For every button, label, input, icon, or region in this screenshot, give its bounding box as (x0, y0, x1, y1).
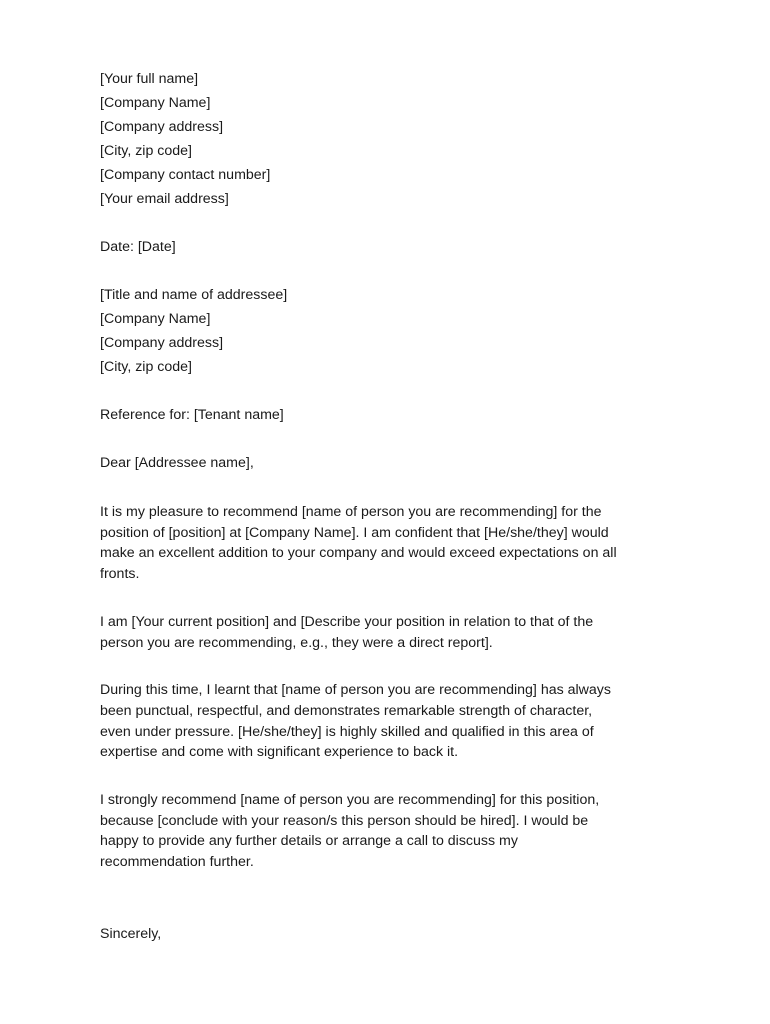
paragraph-line: position of [position] at [Company Name]. I am confident that [He/she/they] would (100, 524, 609, 541)
reference-line: Reference for: [Tenant name] (100, 407, 284, 423)
spacer (100, 475, 680, 502)
paragraph-position (100, 612, 670, 653)
paragraph-line: During this time, I learnt that [name of person you are recommending] has always (100, 682, 611, 699)
sender-full-name: [Your full name] (100, 71, 199, 87)
paragraph-line: I am [Your current position] and [Describe your position in relation to that of the (100, 613, 594, 630)
recipient-city-zip: [City, zip code] (100, 359, 192, 375)
spacer (100, 763, 680, 790)
sender-block (100, 67, 680, 211)
paragraph-observations (100, 680, 670, 763)
sender-contact-number: [Company contact number] (100, 167, 271, 183)
spacer (100, 427, 680, 451)
recipient-title-name: [Title and name of addressee] (100, 287, 288, 303)
spacer (100, 653, 680, 680)
paragraph-line: fronts. (100, 566, 140, 583)
sender-company-name: [Company Name] (100, 95, 211, 111)
spacer (100, 585, 680, 612)
paragraph-line: been punctual, respectful, and demonstrates remarkable strength of character, (100, 702, 593, 719)
paragraph-line: I strongly recommend [name of person you are recommending] for this position, (100, 792, 600, 809)
date-line: Date: [Date] (100, 239, 176, 255)
spacer (100, 873, 680, 922)
paragraph-line: It is my pleasure to recommend [name of person you are recommending] for the (100, 504, 602, 520)
paragraph-recommendation (100, 502, 670, 585)
letter-content (100, 67, 680, 946)
spacer (100, 379, 680, 403)
paragraph-line: recommendation further. (100, 854, 254, 871)
recipient-company-name: [Company Name] (100, 311, 211, 327)
paragraph-line: expertise and come with significant experience to back it. (100, 744, 459, 761)
spacer (100, 211, 680, 235)
recipient-company-address: [Company address] (100, 335, 224, 351)
paragraph-line: because [conclude with your reason/s this person should be hired]. I would be (100, 812, 589, 829)
sender-company-address: [Company address] (100, 119, 224, 135)
spacer (100, 259, 680, 283)
paragraph-line: happy to provide any further details or arrange a call to discuss my (100, 833, 518, 850)
sender-email: [Your email address] (100, 191, 229, 207)
paragraph-line: make an excellent addition to your company and would exceed expectations on all (100, 545, 617, 562)
closing: Sincerely, (100, 925, 162, 942)
salutation: Dear [Addressee name], (100, 455, 254, 471)
paragraph-line: even under pressure. [He/she/they] is highly skilled and qualified in this area of (100, 723, 594, 740)
paragraph-line: person you are recommending, e.g., they were a direct report]. (100, 634, 493, 651)
paragraph-conclusion (100, 790, 670, 873)
recipient-block (100, 283, 680, 379)
sender-city-zip: [City, zip code] (100, 143, 192, 159)
